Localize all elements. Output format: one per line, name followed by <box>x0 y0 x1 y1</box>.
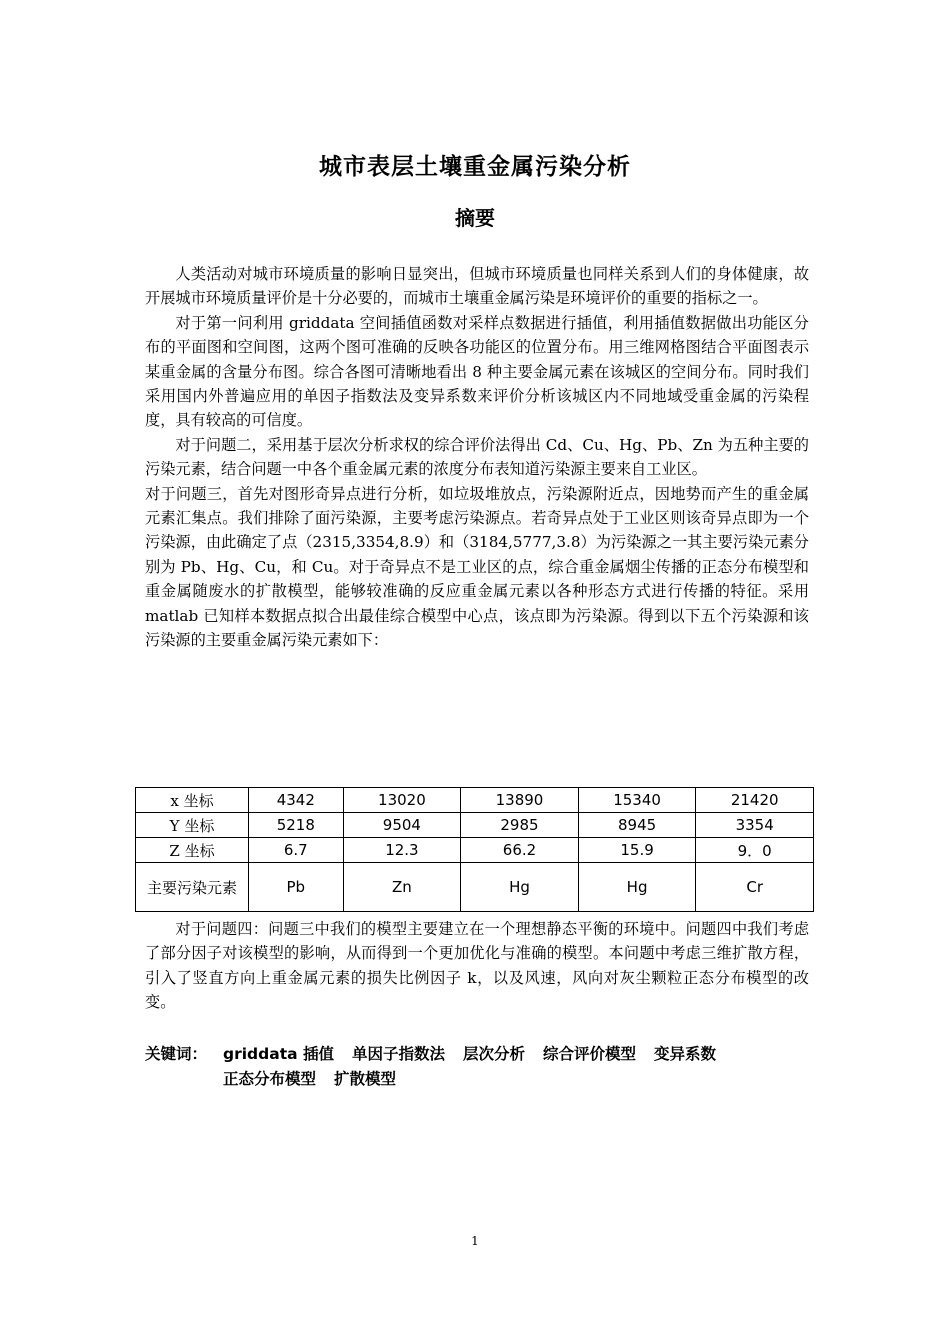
keywords-line-2 <box>145 1067 815 1092</box>
table-cell: 13020 <box>343 788 461 813</box>
keyword: 扩散模型 <box>334 1070 397 1088</box>
keyword: 层次分析 <box>462 1045 525 1063</box>
row-header: Z 坐标 <box>136 838 249 863</box>
table-cell: 3354 <box>696 813 814 838</box>
row-header: x 坐标 <box>136 788 249 813</box>
keyword: 综合评价模型 <box>543 1045 637 1063</box>
row-header: Y 坐标 <box>136 813 249 838</box>
table-row <box>136 788 814 813</box>
keyword: griddata 插值 <box>223 1045 334 1063</box>
table-cell: 12.3 <box>343 838 461 863</box>
paper-title: 城市表层土壤重金属污染分析 <box>319 154 631 180</box>
table-cell: 6.7 <box>249 838 344 863</box>
table-cell: 13890 <box>461 788 579 813</box>
post-table-body <box>145 917 809 1015</box>
paragraph-5: 对于问题四：问题三中我们的模型主要建立在一个理想静态平衡的环境中。问题四中我们考虑了部分因子对该模型的影响，从而得到一个更加优化与准确的模型。本问题中考虑三维扩散方程，引入了竖直方向上重金属元素的损失比例因子 k，以及风速，风向对灰尘颗粒正态分布模型的改变。 <box>145 920 809 1012</box>
abstract-heading: 摘要 <box>455 206 495 230</box>
keywords-label: 关键词： <box>145 1045 208 1063</box>
table-cell: Pb <box>249 863 344 912</box>
row-header: 主要污染元素 <box>136 863 249 912</box>
paragraph-1: 人类活动对城市环境质量的影响日显突出，但城市环境质量也同样关系到人们的身体健康，故开展城市环境质量评价是十分必要的，而城市土壤重金属污染是环境评价的重要的指标之一。 <box>145 265 809 308</box>
table-cell: Zn <box>343 863 461 912</box>
table-row <box>136 838 814 863</box>
table-cell: 5218 <box>249 813 344 838</box>
table-row <box>136 813 814 838</box>
keywords-block <box>145 1042 815 1092</box>
table-cell: 4342 <box>249 788 344 813</box>
paragraph-4: 对于问题三，首先对图形奇异点进行分析，如垃圾堆放点，污染源附近点，因地势而产生的重金属元素汇集点。我们排除了面污染源，主要考虑污染源点。若奇异点处于工业区则该奇异点即为一个污染源，由此确定了点（2315,3354,8.9）和（3184,5777,3.8）为污染源之一其主要污染元素分别为 Pb、Hg、Cu，和 Cu。对于奇异点不是工业区的点，综合重金属烟尘传播的正态分布模型和重金属随废水的扩散模型，能够较准确的反应重金属元素以各种形态方式进行传播的特征。采用 matlab 已知样本数据点拟合出最佳综合模型中心点，该点即为污染源。得到以下五个污染源和该污染源的主要重金属污染元素如下： <box>145 484 809 650</box>
table-cell: 21420 <box>696 788 814 813</box>
pollution-source-table <box>135 787 814 912</box>
table-cell: 66.2 <box>461 838 579 863</box>
table-cell: 15.9 <box>578 838 696 863</box>
table-row <box>136 863 814 912</box>
table-cell: 8945 <box>578 813 696 838</box>
table-cell: 9．0 <box>696 838 814 863</box>
table-cell: Cr <box>696 863 814 912</box>
keyword: 变异系数 <box>654 1045 717 1063</box>
keyword: 正态分布模型 <box>223 1070 317 1088</box>
table-cell: Hg <box>578 863 696 912</box>
page-number: 1 <box>471 1234 479 1248</box>
table-cell: 15340 <box>578 788 696 813</box>
table-cell: Hg <box>461 863 579 912</box>
table-cell: 9504 <box>343 813 461 838</box>
paragraph-2: 对于第一问利用 griddata 空间插值函数对采样点数据进行插值，利用插值数据做出功能区分布的平面图和空间图，这两个图可准确的反映各功能区的位置分布。用三维网格图结合平面图表示某重金属的含量分布图。综合各图可清晰地看出 8 种主要金属元素在该城区的空间分布。同时我们采用国内外普遍应用的单因子指数法及变异系数来评价分析该城区内不同地域受重金属的污染程度，具有较高的可信度。 <box>145 313 809 430</box>
table-cell: 2985 <box>461 813 579 838</box>
paragraph-3: 对于问题二，采用基于层次分析求权的综合评价法得出 Cd、Cu、Hg、Pb、Zn 为五种主要的污染元素，结合问题一中各个重金属元素的浓度分布表知道污染源主要来自工业区。 <box>145 435 809 479</box>
keyword: 单因子指数法 <box>351 1045 445 1063</box>
abstract-body <box>145 262 809 653</box>
